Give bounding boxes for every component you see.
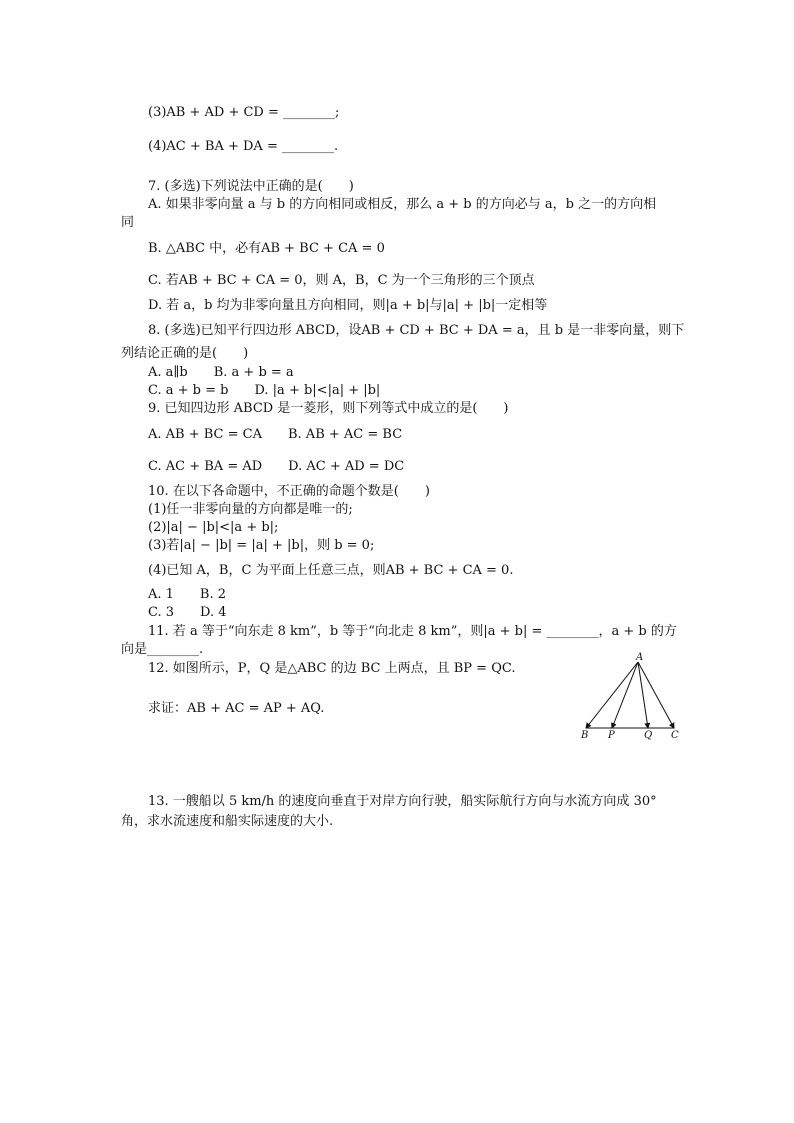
label-p: P — [608, 730, 615, 740]
q11-line1: 11. 若 a 等于“向东走 8 km”，b 等于“向北走 8 km”，则|a + b| = ________，a + b 的方 — [148, 624, 677, 639]
q8-options-cd: C. a + b = b D. |a + b|<|a| + |b| — [148, 383, 381, 398]
q7-option-a-line2: 同 — [121, 215, 135, 230]
q7-option-d: D. 若 a，b 均为非零向量且方向相同，则|a + b|与|a| + |b|一定相等 — [148, 298, 548, 313]
q10-stem: 10. 在以下各命题中，不正确的命题个数是( ) — [148, 484, 430, 499]
q8-stem-line1: 8. (多选)已知平行四边形 ABCD，设AB + CD + BC + DA = a，且 b 是一非零向量，则下 — [148, 323, 685, 338]
q7-option-c: C. 若AB + BC + CA = 0，则 A，B，C 为一个三角形的三个顶点 — [148, 273, 535, 288]
q10-statement-2: (2)|a| − |b|<|a + b|; — [148, 520, 279, 535]
q11-line2: 向是________. — [121, 642, 204, 657]
q12-proof: 求证：AB + AC = AP + AQ. — [148, 701, 325, 716]
q13-line1: 13. 一艘船以 5 km/h 的速度向垂直于对岸方向行驶，船实际航行方向与水流方向成 30° — [148, 794, 657, 809]
vector-ab — [586, 662, 638, 728]
q10-options-ab: A. 1 B. 2 — [148, 587, 227, 602]
label-b: B — [581, 730, 589, 740]
q6-part4: (4)AC + BA + DA = ________. — [148, 139, 339, 154]
q6-part3: (3)AB + AD + CD = ________; — [148, 105, 340, 120]
label-q: Q — [644, 730, 653, 740]
vector-ap — [612, 662, 638, 728]
label-a: A — [636, 652, 644, 663]
q7-option-b: B. △ABC 中，必有AB + BC + CA = 0 — [148, 241, 385, 256]
q10-statement-1: (1)任一非零向量的方向都是唯一的; — [148, 502, 353, 517]
label-c: C — [671, 730, 679, 740]
q8-stem-line2: 列结论正确的是( ) — [121, 346, 249, 361]
q8-options-ab: A. a∥b B. a + b = a — [148, 365, 294, 380]
q9-options-ab: A. AB + BC = CA B. AB + AC = BC — [148, 427, 403, 442]
q10-statement-4: (4)已知 A，B，C 为平面上任意三点，则AB + BC + CA = 0. — [148, 563, 514, 578]
q10-options-cd: C. 3 D. 4 — [148, 605, 227, 620]
q9-stem: 9. 已知四边形 ABCD 是一菱形，则下列等式中成立的是( ) — [148, 401, 509, 416]
q13-line2: 角，求水流速度和船实际速度的大小. — [121, 814, 334, 829]
q12-stem: 12. 如图所示，P，Q 是△ABC 的边 BC 上两点，且 BP = QC. — [148, 661, 516, 676]
q7-option-a-line1: A. 如果非零向量 a 与 b 的方向相同或相反，那么 a + b 的方向必与 a，b 之一的方向相 — [148, 197, 657, 212]
q9-options-cd: C. AC + BA = AD D. AC + AD = DC — [148, 459, 405, 474]
triangle-figure — [576, 652, 688, 740]
q10-statement-3: (3)若|a| − |b| = |a| + |b|，则 b = 0; — [148, 538, 375, 553]
q7-stem: 7. (多选)下列说法中正确的是( ) — [148, 179, 354, 194]
